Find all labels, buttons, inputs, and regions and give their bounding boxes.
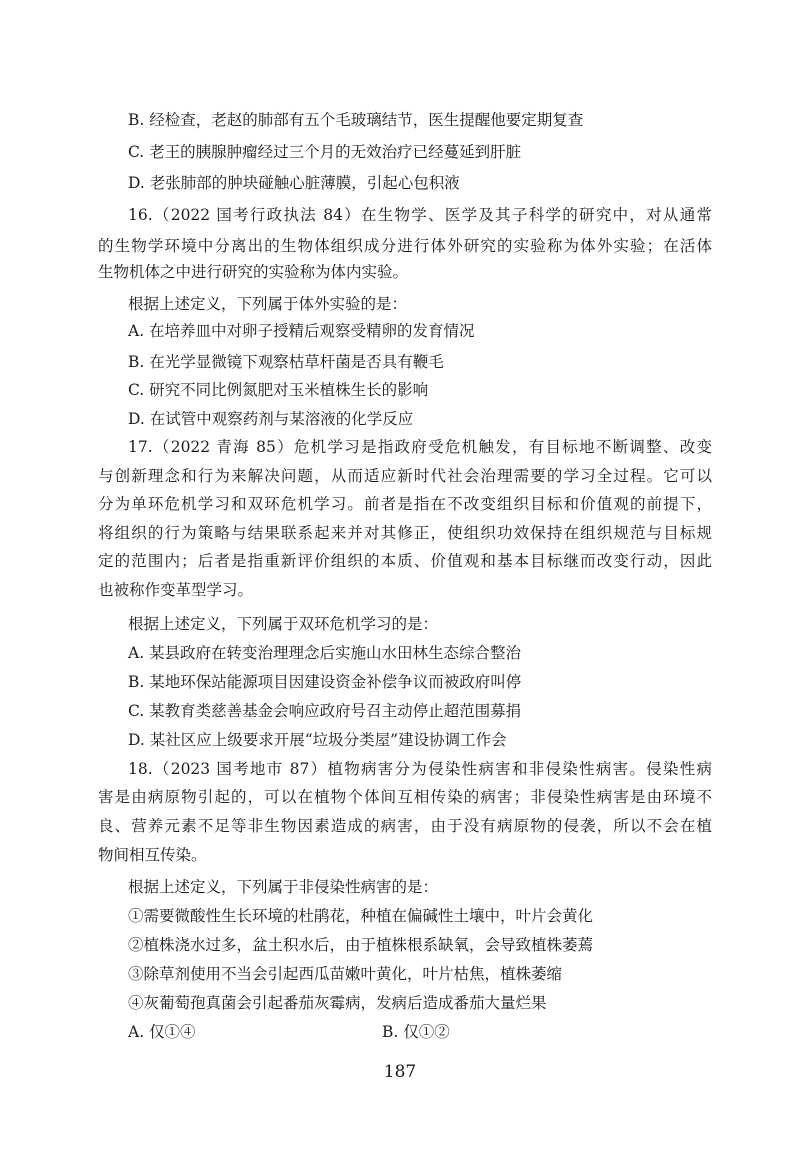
q16-option-c: C. 研究不同比例氮肥对玉米植株生长的影响 — [128, 381, 429, 399]
q18-statement-4: ④灰葡萄孢真菌会引起番茄灰霉病，发病后造成番茄大量烂果 — [128, 994, 547, 1012]
q17-option-d: D. 某社区应上级要求开展“垃圾分类屋”建设协调工作会 — [128, 731, 507, 749]
q17-option-a: A. 某县政府在转变治理理念后实施山水田林生态综合整治 — [128, 644, 522, 662]
q18-option-b: B. 仅①② — [382, 1023, 450, 1041]
q16-question: 根据上述定义，下列属于体外实验的是： — [128, 295, 408, 313]
q16-stem-line-1: 16.（2022 国考行政执法 84）在生物学、医学及其子科学的研究中，对从通常 — [128, 206, 712, 224]
q17-stem-line-2: 与创新理念和行为来解决问题，从而适应新时代社会治理需要的学习全过程。它可以 — [98, 467, 712, 485]
q17-stem-line-3: 分为单环危机学习和双环危机学习。前者是指在不改变组织目标和价值观的前提下， — [98, 495, 712, 513]
q17-option-c: C. 某教育类慈善基金会响应政府号召主动停止超范围募捐 — [128, 702, 522, 720]
q18-statement-1: ①需要微酸性生长环境的杜鹃花，种植在偏碱性土壤中，叶片会黄化 — [128, 907, 594, 925]
q18-option-a: A. 仅①④ — [128, 1023, 196, 1041]
q16-option-a: A. 在培养皿中对卵子授精后观察受精卵的发育情况 — [128, 322, 475, 340]
q15-option-d: D. 老张肺部的肿块碰触心脏薄膜，引起心包积液 — [128, 174, 460, 192]
q18-stem-line-1: 18.（2023 国考地市 87）植物病害分为侵染性病害和非侵染性病害。侵染性病 — [128, 760, 712, 778]
q15-option-b: B. 经检查，老赵的肺部有五个毛玻璃结节，医生提醒他要定期复查 — [128, 111, 584, 129]
q15-option-c: C. 老王的胰腺肿瘤经过三个月的无效治疗已经蔓延到肝脏 — [128, 143, 522, 161]
q18-stem-line-2: 害是由病原物引起的，可以在植物个体间互相传染的病害；非侵染性病害是由环境不 — [98, 788, 712, 806]
q17-stem-line-1: 17.（2022 青海 85）危机学习是指政府受危机触发，有目标地不断调整、改变 — [128, 438, 712, 456]
q16-option-d: D. 在试管中观察药剂与某溶液的化学反应 — [128, 410, 414, 428]
page-number: 187 — [383, 1062, 417, 1082]
q16-stem-line-2: 的生物学环境中分离出的生物体组织成分进行体外研究的实验称为体外实验；在活体 — [98, 237, 712, 255]
q17-stem-line-6: 也被称作变革型学习。 — [98, 581, 254, 599]
q17-stem-line-4: 将组织的行为策略与结果联系起来并对其修正，使组织功效保持在组织规范与目标规 — [98, 524, 712, 542]
q18-statement-3: ③除草剂使用不当会引起西瓜苗嫩叶黄化，叶片枯焦，植株萎缩 — [128, 965, 563, 983]
q18-statement-2: ②植株浇水过多，盆土积水后，由于植株根系缺氧，会导致植株萎蔫 — [128, 936, 594, 954]
q16-option-b: B. 在光学显微镜下观察枯草杆菌是否具有鞭毛 — [128, 353, 444, 371]
q18-question: 根据上述定义，下列属于非侵染性病害的是： — [128, 878, 439, 896]
q18-stem-line-4: 物间相互传染。 — [98, 846, 207, 864]
q17-stem-line-5: 定的范围内；后者是指重新评价组织的本质、价值观和基本目标继而改变行动，因此 — [98, 552, 712, 570]
q17-question: 根据上述定义，下列属于双环危机学习的是： — [128, 615, 439, 633]
q16-stem-line-3: 生物机体之中进行研究的实验称为体内实验。 — [98, 263, 409, 281]
q18-stem-line-3: 良、营养元素不足等非生物因素造成的病害，由于没有病原物的侵袭，所以不会在植 — [98, 817, 712, 835]
q17-option-b: B. 某地环保站能源项目因建设资金补偿争议而被政府叫停 — [128, 673, 522, 691]
